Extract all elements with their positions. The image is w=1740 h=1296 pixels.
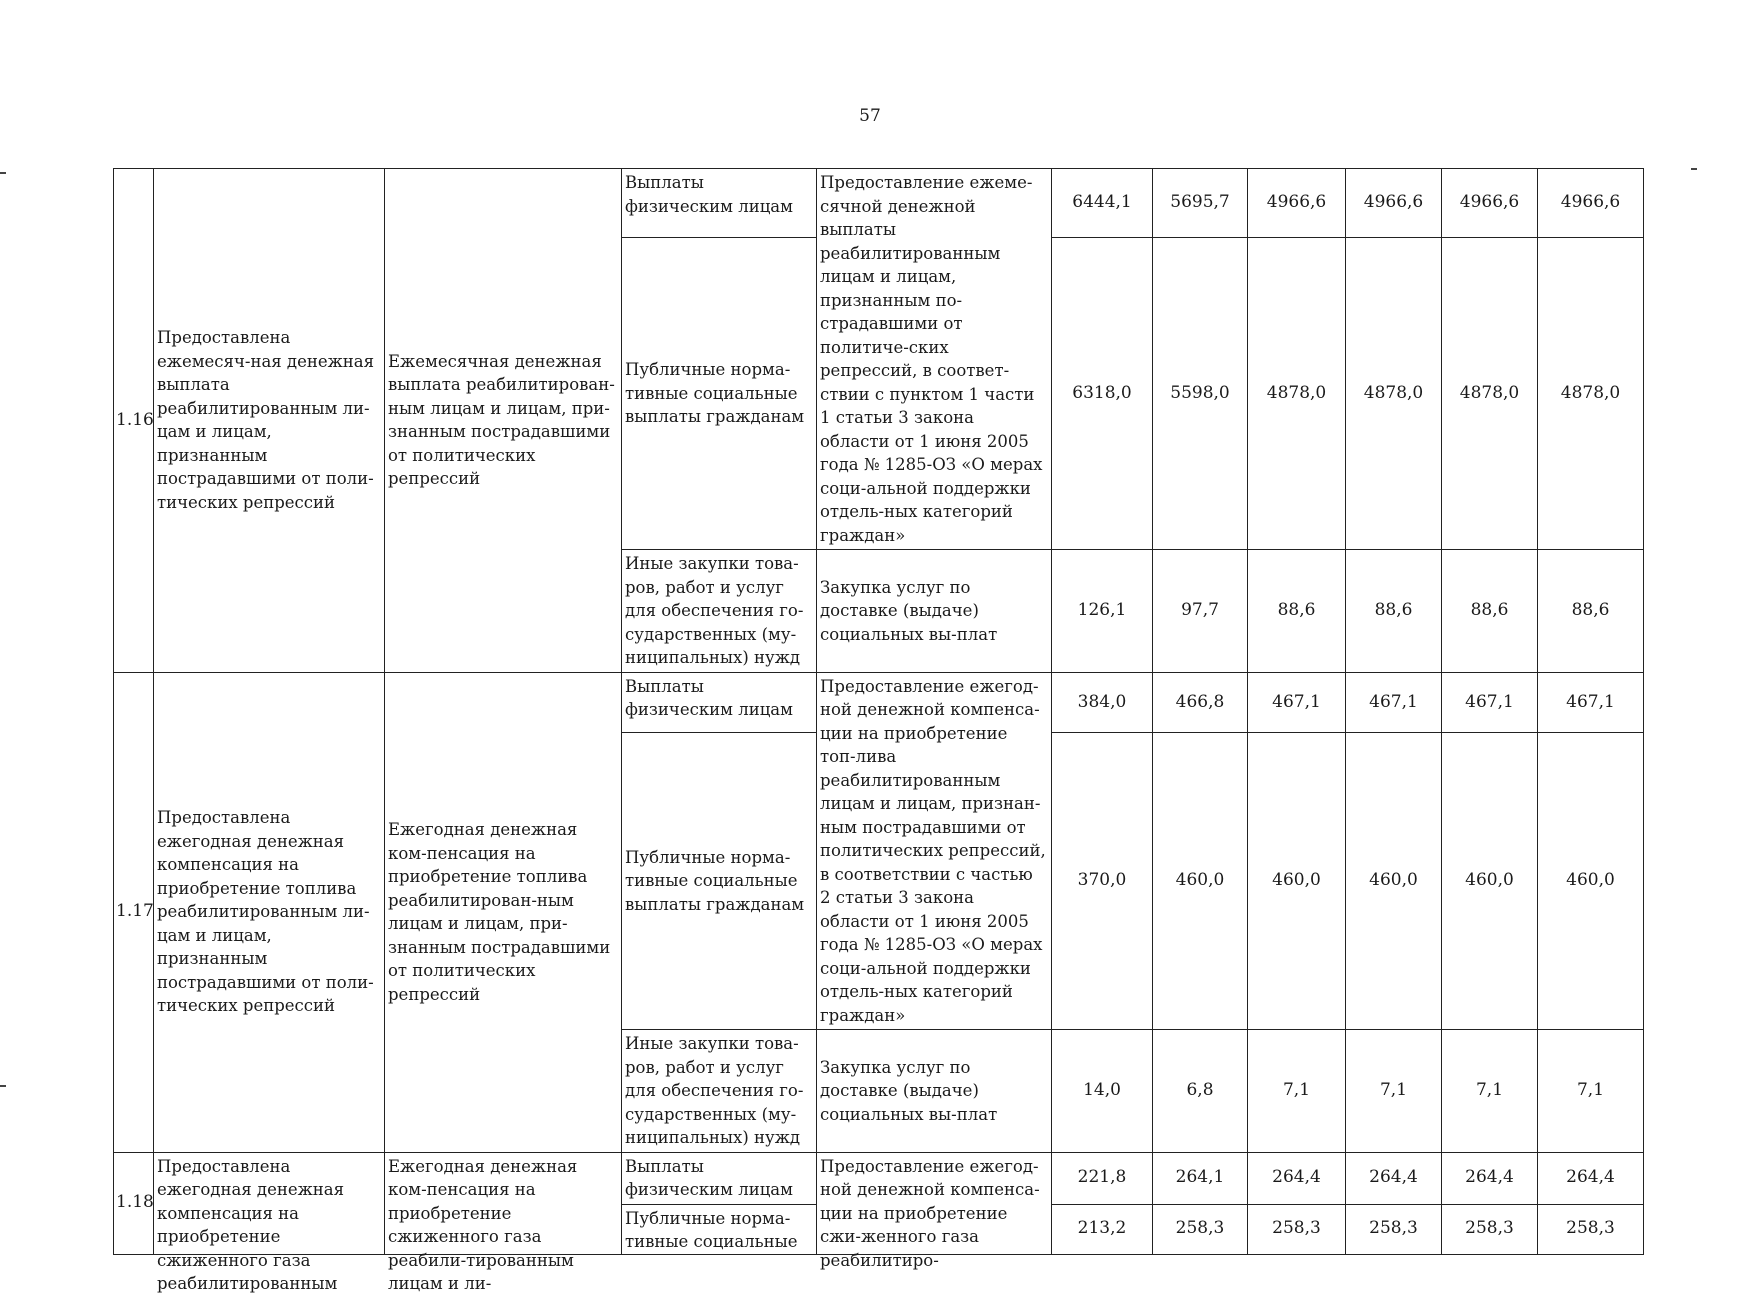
scan-edge-mark bbox=[0, 172, 6, 174]
page-number: 57 bbox=[859, 106, 881, 126]
basis-text: Предоставление ежегод-ной денежной компенса-ции на приобретение топ-лива реабилитированным лицам и лицам, признан-ным пострадавшими от политических репрессий, в соответствии с частью 2 статьи 3 закона области от 1 июня 2005 года № 1285-ОЗ «О мерах соци-альной поддержки отдель-ных категорий граждан» bbox=[817, 672, 1052, 1030]
value-cell: 7,1 bbox=[1346, 1030, 1442, 1153]
value-cell: 264,4 bbox=[1248, 1152, 1346, 1204]
table-row bbox=[114, 169, 1644, 238]
value-cell: 4878,0 bbox=[1346, 238, 1442, 550]
expense-type: Выплаты физическим лицам bbox=[622, 1152, 817, 1204]
basis-text: Закупка услуг по доставке (выдаче) социальных вы-плат bbox=[817, 550, 1052, 673]
value-cell: 370,0 bbox=[1052, 733, 1153, 1030]
value-cell: 264,4 bbox=[1538, 1152, 1644, 1204]
value-cell: 258,3 bbox=[1248, 1204, 1346, 1254]
row-code: 1.17 bbox=[114, 672, 154, 1152]
value-cell: 7,1 bbox=[1248, 1030, 1346, 1153]
value-cell: 467,1 bbox=[1346, 672, 1442, 733]
value-cell: 6,8 bbox=[1153, 1030, 1248, 1153]
event-name: Предоставлена ежегодная денежная компенсация на приобретение топлива реабилитированным ли-цам и лицам, признанным пострадавшими от поли-тических репрессий bbox=[154, 672, 385, 1152]
value-cell: 460,0 bbox=[1538, 733, 1644, 1030]
expense-type: Выплаты физическим лицам bbox=[622, 672, 817, 733]
expense-type: Иные закупки това-ров, работ и услуг для обеспечения го-сударственных (му-ниципальных) нужд bbox=[622, 550, 817, 673]
value-cell: 4966,6 bbox=[1538, 169, 1644, 238]
value-cell: 258,3 bbox=[1346, 1204, 1442, 1254]
value-cell: 460,0 bbox=[1346, 733, 1442, 1030]
value-cell: 460,0 bbox=[1153, 733, 1248, 1030]
value-cell: 5598,0 bbox=[1153, 238, 1248, 550]
value-cell: 384,0 bbox=[1052, 672, 1153, 733]
table-row bbox=[114, 672, 1644, 733]
expense-type: Публичные норма-тивные социальные bbox=[622, 1204, 817, 1254]
event-name: Предоставлена ежемесяч-ная денежная выплата реабилитированным ли-цам и лицам, признанным пострадавшими от поли-тических репрессий bbox=[154, 169, 385, 673]
value-cell: 467,1 bbox=[1442, 672, 1538, 733]
value-cell: 460,0 bbox=[1248, 733, 1346, 1030]
basis-text: Предоставление ежеме-сячной денежной выплаты реабилитированным лицам и лицам, признанным по-страдавшими от политиче-ских репрессий, в соответ-ствии с пунктом 1 части 1 статьи 3 закона области от 1 июня 2005 года № 1285-ОЗ «О мерах соци-альной поддержки отдель-ных категорий граждан» bbox=[817, 169, 1052, 550]
value-cell: 6444,1 bbox=[1052, 169, 1153, 238]
row-code: 1.16 bbox=[114, 169, 154, 673]
value-cell: 264,4 bbox=[1442, 1152, 1538, 1204]
value-cell: 4966,6 bbox=[1248, 169, 1346, 238]
event-name: Предоставлена ежегодная денежная компенсация на приобретение сжиженного газа реабилитированным bbox=[154, 1152, 385, 1254]
measure-name: Ежемесячная денежная выплата реабилитирован-ным лицам и лицам, при-знанным пострадавшими от политических репрессий bbox=[385, 169, 622, 673]
value-cell: 264,1 bbox=[1153, 1152, 1248, 1204]
value-cell: 258,3 bbox=[1538, 1204, 1644, 1254]
table-row bbox=[114, 1152, 1644, 1204]
value-cell: 467,1 bbox=[1538, 672, 1644, 733]
scan-edge-mark bbox=[0, 1085, 6, 1087]
expense-type: Выплаты физическим лицам bbox=[622, 169, 817, 238]
measure-name: Ежегодная денежная ком-пенсация на приобретение топлива реабилитирован-ным лицам и лицам, при-знанным пострадавшими от политических репрессий bbox=[385, 672, 622, 1152]
value-cell: 460,0 bbox=[1442, 733, 1538, 1030]
value-cell: 467,1 bbox=[1248, 672, 1346, 733]
value-cell: 213,2 bbox=[1052, 1204, 1153, 1254]
value-cell: 4878,0 bbox=[1538, 238, 1644, 550]
value-cell: 264,4 bbox=[1346, 1152, 1442, 1204]
value-cell: 258,3 bbox=[1153, 1204, 1248, 1254]
value-cell: 258,3 bbox=[1442, 1204, 1538, 1254]
value-cell: 88,6 bbox=[1442, 550, 1538, 673]
scan-edge-mark bbox=[1691, 168, 1697, 170]
basis-text: Предоставление ежегод-ной денежной компенса-ции на приобретение сжи-женного газа реабилитиро- bbox=[817, 1152, 1052, 1254]
budget-table bbox=[113, 168, 1644, 1293]
value-cell: 88,6 bbox=[1538, 550, 1644, 673]
value-cell: 5695,7 bbox=[1153, 169, 1248, 238]
expense-type: Публичные норма-тивные социальные выплаты гражданам bbox=[622, 238, 817, 550]
expense-type: Иные закупки това-ров, работ и услуг для обеспечения го-сударственных (му-ниципальных) нужд bbox=[622, 1030, 817, 1153]
value-cell: 4966,6 bbox=[1346, 169, 1442, 238]
value-cell: 88,6 bbox=[1346, 550, 1442, 673]
value-cell: 466,8 bbox=[1153, 672, 1248, 733]
value-cell: 7,1 bbox=[1442, 1030, 1538, 1153]
measure-name: Ежегодная денежная ком-пенсация на приобретение сжиженного газа реабили-тированным лицам и ли- bbox=[385, 1152, 622, 1254]
value-cell: 4878,0 bbox=[1442, 238, 1538, 550]
expense-type: Публичные норма-тивные социальные выплаты гражданам bbox=[622, 733, 817, 1030]
basis-text: Закупка услуг по доставке (выдаче) социальных вы-плат bbox=[817, 1030, 1052, 1153]
value-cell: 97,7 bbox=[1153, 550, 1248, 673]
value-cell: 126,1 bbox=[1052, 550, 1153, 673]
row-code: 1.18 bbox=[114, 1152, 154, 1254]
value-cell: 7,1 bbox=[1538, 1030, 1644, 1153]
value-cell: 6318,0 bbox=[1052, 238, 1153, 550]
value-cell: 4966,6 bbox=[1442, 169, 1538, 238]
value-cell: 88,6 bbox=[1248, 550, 1346, 673]
value-cell: 221,8 bbox=[1052, 1152, 1153, 1204]
value-cell: 4878,0 bbox=[1248, 238, 1346, 550]
value-cell: 14,0 bbox=[1052, 1030, 1153, 1153]
